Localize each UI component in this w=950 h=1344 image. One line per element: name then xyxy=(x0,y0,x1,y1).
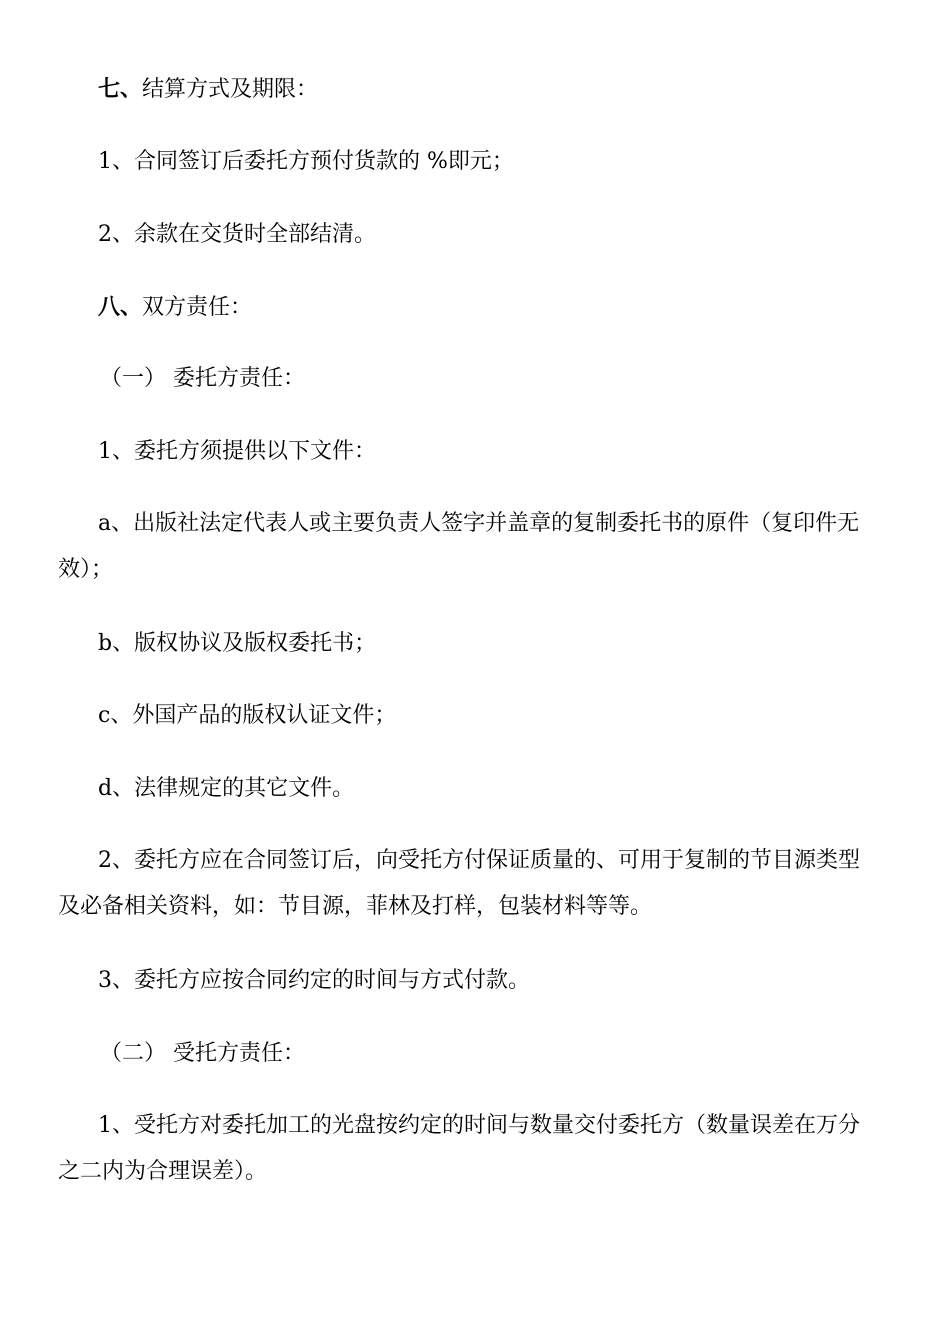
section-7-number: 七、 xyxy=(98,76,143,102)
section-8-title: 双方责任： xyxy=(142,295,253,320)
section-7-item-1: 1、合同签订后委托方预付货款的 %即元； xyxy=(98,149,514,174)
client-item-3: 3、委托方应按合同约定的时间与方式付款。 xyxy=(98,968,530,993)
client-item-2: 2、委托方应在合同签订后，向受托方付保证质量的、可用于复制的节目源类型及必备相关资料，如：节目源，菲林及打样，包装材料等等。 xyxy=(58,848,860,919)
section-7-heading xyxy=(58,66,878,113)
subsection-client-heading: （一） 委托方责任： xyxy=(100,366,305,391)
client-item-1b: b、版权协议及版权委托书； xyxy=(98,631,377,656)
client-item-1d: d、法律规定的其它文件。 xyxy=(98,776,355,801)
section-7-item-2: 2、余款在交货时全部结清。 xyxy=(98,222,376,247)
section-8-heading xyxy=(58,284,878,331)
subsection-contractor-heading: （二） 受托方责任： xyxy=(100,1041,305,1066)
client-item-1a: a、出版社法定代表人或主要负责人签字并盖章的复制委托书的原件（复印件无效）； xyxy=(58,511,860,582)
section-7-title: 结算方式及期限： xyxy=(142,77,319,102)
client-item-1: 1、委托方须提供以下文件： xyxy=(98,439,376,464)
section-8-number: 八、 xyxy=(98,294,143,320)
contractor-item-1: 1、受托方对委托加工的光盘按约定的时间与数量交付委托方（数量误差在万分之二内为合理误差）。 xyxy=(58,1113,860,1184)
client-item-1c: c、外国产品的版权认证文件； xyxy=(98,703,397,728)
